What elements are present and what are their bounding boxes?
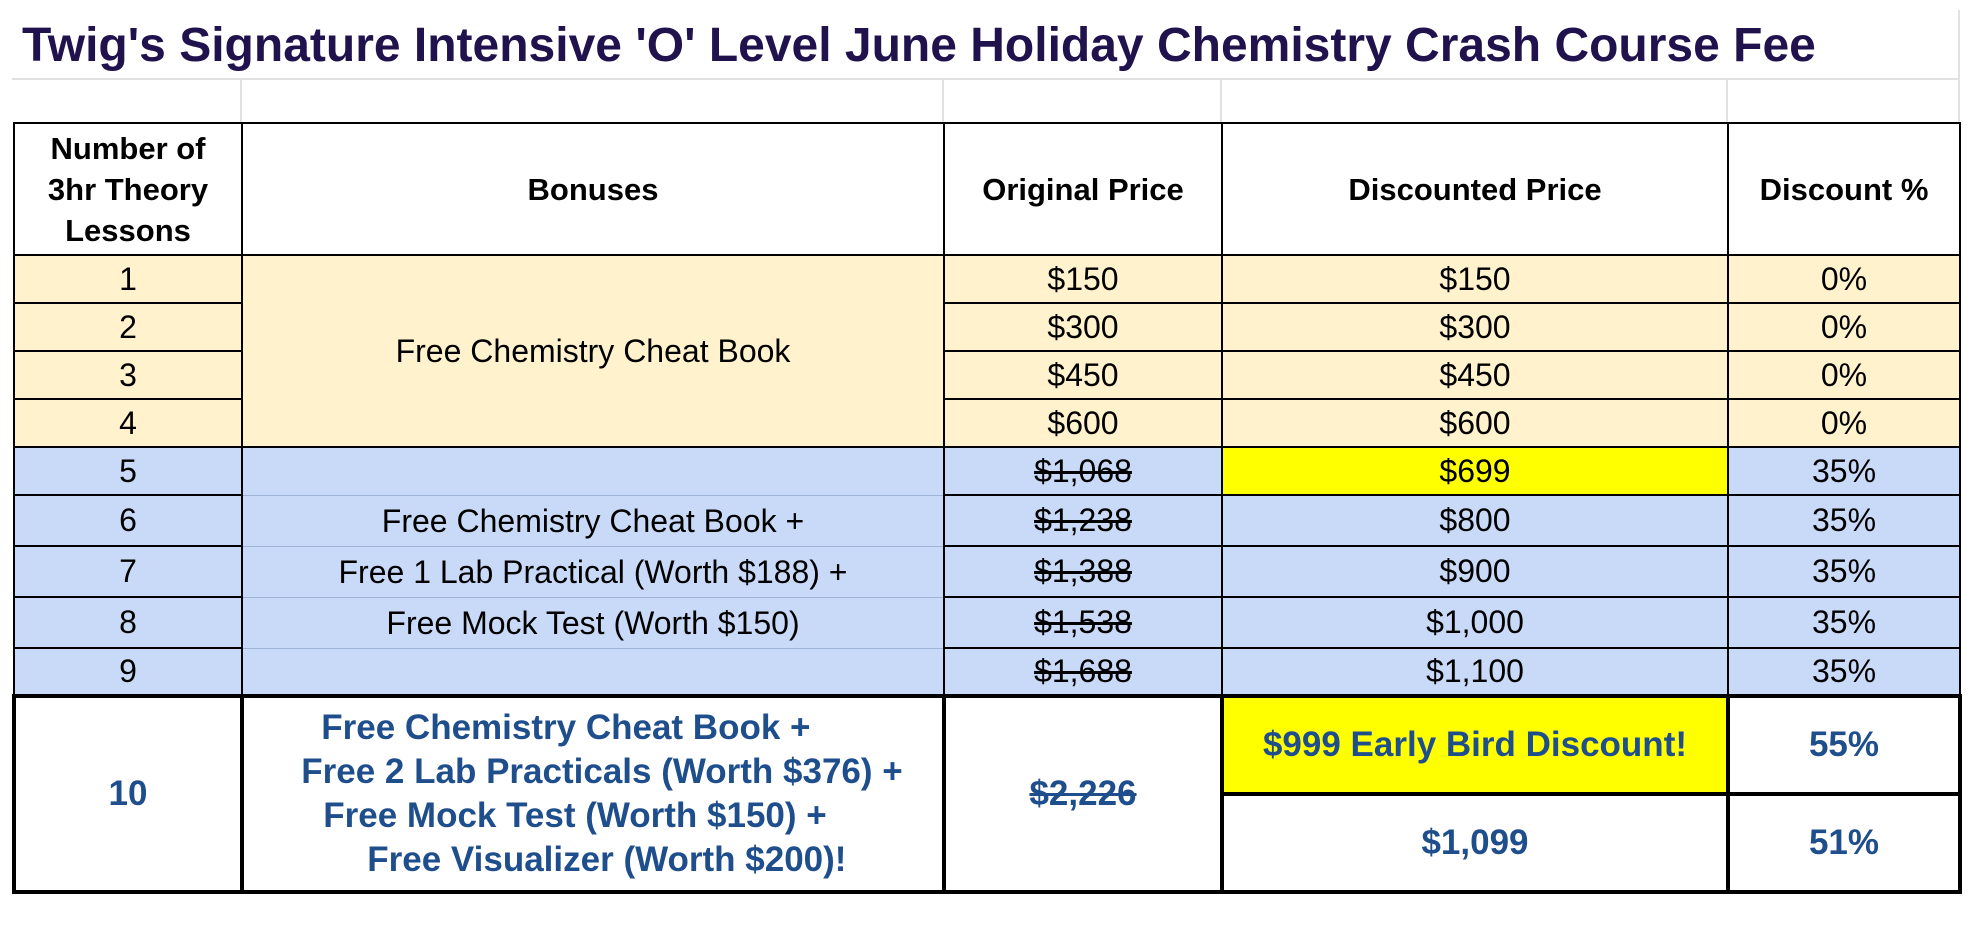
discounted-price-cell: $300: [1222, 303, 1728, 351]
original-price-cell: $450: [944, 351, 1222, 399]
lessons-cell: 7: [14, 546, 242, 597]
header-row: [14, 123, 1960, 255]
original-price-cell: $150: [944, 255, 1222, 303]
lessons-cell: 4: [14, 399, 242, 447]
original-price-cell: $1,388: [944, 546, 1222, 597]
original-price-cell: $1,238: [944, 495, 1222, 546]
bonus-cell: Free 1 Lab Practical (Worth $188) +: [242, 546, 944, 597]
gridline: [1958, 10, 1960, 122]
discount-cell: 35%: [1728, 597, 1960, 648]
bonus-line: Free Mock Test (Worth $150) +: [323, 796, 827, 835]
lessons-cell: 3: [14, 351, 242, 399]
table-row: [14, 255, 1960, 303]
discount-cell: 35%: [1728, 447, 1960, 495]
bonus-cell: [242, 447, 944, 495]
bonus-cell: Free Chemistry Cheat Book +: [242, 495, 944, 546]
original-price-cell: $300: [944, 303, 1222, 351]
discounted-price-cell: $800: [1222, 495, 1728, 546]
discount-cell: 0%: [1728, 255, 1960, 303]
bonus-cell: [242, 648, 944, 696]
discount-cell: 55%: [1728, 696, 1960, 794]
header-lessons-line: Number of: [50, 130, 206, 166]
early-bird-price-cell: $999 Early Bird Discount!: [1222, 696, 1728, 794]
gridline: [942, 78, 944, 122]
gridline: [1220, 78, 1222, 122]
discounted-price-cell: $600: [1222, 399, 1728, 447]
discount-cell: 0%: [1728, 303, 1960, 351]
discount-cell: 0%: [1728, 399, 1960, 447]
gridline: [1726, 78, 1728, 122]
bonus-line: Free Visualizer (Worth $200)!: [367, 840, 847, 879]
discounted-price-cell: $450: [1222, 351, 1728, 399]
lessons-cell: 2: [14, 303, 242, 351]
bonus-cell: Free Mock Test (Worth $150): [242, 597, 944, 648]
original-price-cell: $1,538: [944, 597, 1222, 648]
lessons-cell: 1: [14, 255, 242, 303]
discount-cell: 35%: [1728, 546, 1960, 597]
bonus-cell: Free Chemistry Cheat Book: [242, 255, 944, 447]
discount-cell: 51%: [1728, 794, 1960, 892]
lessons-cell: 6: [14, 495, 242, 546]
original-price-cell: $1,068: [944, 447, 1222, 495]
table-row: [14, 648, 1960, 696]
header-discounted-price: Discounted Price: [1222, 123, 1728, 255]
discount-cell: 0%: [1728, 351, 1960, 399]
table-row: [14, 546, 1960, 597]
table-row: [14, 597, 1960, 648]
original-price-cell: $600: [944, 399, 1222, 447]
lessons-cell: 8: [14, 597, 242, 648]
header-lessons: [14, 123, 242, 255]
discount-cell: 35%: [1728, 495, 1960, 546]
header-bonuses: Bonuses: [242, 123, 944, 255]
discount-cell: 35%: [1728, 648, 1960, 696]
table-row: [14, 696, 1960, 794]
table-row: [14, 447, 1960, 495]
discounted-price-cell: $1,000: [1222, 597, 1728, 648]
discounted-price-cell: $699: [1222, 447, 1728, 495]
bonus-list: [283, 706, 902, 882]
gridline: [12, 78, 1960, 80]
header-lessons-line: Lessons: [65, 212, 191, 248]
header-lessons-line: 3hr Theory: [47, 171, 209, 207]
regular-price-cell: $1,099: [1222, 794, 1728, 892]
header-discount: Discount %: [1728, 123, 1960, 255]
bonus-line: Free Chemistry Cheat Book +: [321, 708, 811, 747]
header-original-price: Original Price: [944, 123, 1222, 255]
discounted-price-cell: $1,100: [1222, 648, 1728, 696]
discounted-price-cell: $150: [1222, 255, 1728, 303]
table-row: [14, 495, 1960, 546]
lessons-cell: 9: [14, 648, 242, 696]
original-price-cell: $2,226: [944, 696, 1222, 892]
bonus-cell: [242, 696, 944, 892]
fee-table: [12, 122, 1962, 894]
gridline: [240, 78, 242, 122]
bonus-line: Free 2 Lab Practicals (Worth $376) +: [301, 752, 903, 791]
lessons-cell: 10: [14, 696, 242, 892]
lessons-cell: 5: [14, 447, 242, 495]
page-title: Twig's Signature Intensive 'O' Level June Holiday Chemistry Crash Course Fee: [22, 19, 1816, 72]
discounted-price-cell: $900: [1222, 546, 1728, 597]
original-price-cell: $1,688: [944, 648, 1222, 696]
